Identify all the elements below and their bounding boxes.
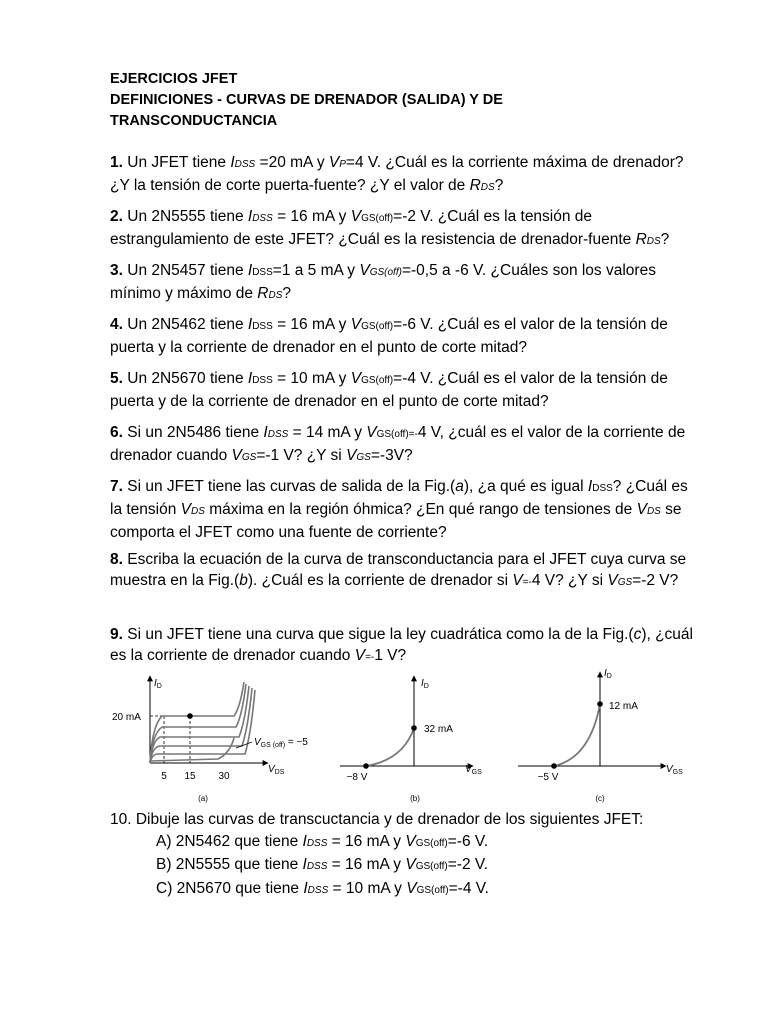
fig-b-idss-point — [411, 725, 417, 731]
question-10-item-b: B) 2N5555 que tiene IDSS = 16 mA y VGS(off)=-2 V. — [156, 856, 489, 873]
question-2: 2. Un 2N5555 tiene IDSS = 16 mA y VGS(off)=-2 V. ¿Cuál es la tensión de estrangulamiento de este JFET? ¿Cuál es la resistencia de drenador-fuente RDS? — [110, 208, 670, 248]
fig-b-caption: (b) — [410, 794, 420, 803]
question-9: 9. Si un JFET tiene una curva que sigue la ley cuadrática como la de la Fig.(c), ¿cuál es la corriente de drenador cuando V=-1 V? — [110, 626, 693, 664]
fig-a-level-label: 20 mA — [112, 712, 141, 723]
heading-title: EJERCICIOS JFET — [110, 71, 238, 87]
figure-a — [112, 676, 308, 803]
fig-c-idss-point — [597, 701, 603, 707]
heading-subtitle: DEFINICIONES - CURVAS DE DRENADOR (SALIDA) Y DE — [110, 92, 503, 108]
fig-c-x-label: $V_{GS}$ — [666, 764, 683, 776]
fig-b-x-label: $V_{GS}$ — [465, 764, 482, 776]
fig-b-cutoff-point — [363, 763, 369, 769]
heading-subtitle-cont: TRANSCONDUCTANCIA — [110, 113, 278, 129]
question-5: 5. Un 2N5670 tiene IDSS = 10 mA y VGS(off)=-4 V. ¿Cuál es el valor de la tensión de puerta y de la corriente de drenador en el punto de corte mitad? — [110, 370, 668, 410]
figures-row — [108, 668, 698, 808]
fig-a-curve-off — [150, 738, 234, 761]
fig-b-y-label: $I_D$ — [421, 678, 429, 690]
fig-b-cutoff-label: −8 V — [346, 772, 368, 783]
fig-a-curve-label: $V_{GS (off)} = -5$ — [254, 737, 308, 749]
fig-c-point-label: 12 mA — [609, 701, 638, 712]
fig-c-caption: (c) — [595, 794, 605, 803]
fig-a-y-label: $I_D$ — [154, 678, 162, 690]
question-10-item-a: A) 2N5462 que tiene IDSS = 16 mA y VGS(off)=-6 V. — [156, 832, 489, 850]
fig-a-leader — [236, 742, 252, 748]
fig-a-tick-5: 5 — [161, 771, 167, 782]
question-8: 8. Escriba la ecuación de la curva de transconductancia para el JFET cuya curva se muestra en la Fig.(b). ¿Cuál es la corriente de drenador si V=-4 V? ¿Y si VGS=-2 V? — [110, 551, 687, 589]
fig-c-y-label: $I_D$ — [604, 668, 612, 680]
fig-b-curve — [366, 728, 414, 766]
fig-a-curve-3 — [150, 686, 249, 763]
fig-a-x-label: $V_{DS}$ — [268, 764, 285, 776]
fig-a-tick-15: 15 — [184, 771, 196, 782]
fig-c-curve — [554, 704, 600, 766]
fig-a-caption: (a) — [198, 794, 208, 803]
question-6: 6. Si un 2N5486 tiene IDSS = 14 mA y VGS(off)=-4 V, ¿cuál es el valor de la corriente de drenador cuando VGS=-1 V? ¿Y si VGS=-3V? — [110, 424, 686, 464]
question-1: 1. Un JFET tiene IDSS =20 mA y VP=4 V. ¿Cuál es la corriente máxima de drenador? ¿Y la tensión de corte puerta-fuente? ¿Y el valor de RDS? — [110, 154, 684, 194]
document-heading — [110, 69, 503, 132]
question-7: 7. Si un JFET tiene las curvas de salida de la Fig.(a), ¿a qué es igual IDSS? ¿Cuál es la tensión VDS máxima en la región óhmica? ¿En qué rango de tensiones de VDS se comporta el JFET como una fuente de corriente? — [110, 478, 688, 541]
fig-a-point — [187, 713, 193, 719]
figures-svg — [108, 668, 698, 808]
question-4: 4. Un 2N5462 tiene IDSS = 16 mA y VGS(off)=-6 V. ¿Cuál es el valor de la tensión de puerta y la corriente de drenador en el punto de corte mitad? — [110, 316, 668, 356]
fig-c-cutoff-point — [551, 763, 557, 769]
figure-b — [340, 676, 482, 803]
fig-b-point-label: 32 mA — [424, 724, 453, 735]
fig-a-tick-30: 30 — [218, 771, 230, 782]
question-10 — [110, 809, 643, 901]
question-10-intro: 10. Dibuje las curvas de transcuctancia y de drenador de los siguientes JFET: — [110, 811, 644, 828]
figure-c — [518, 668, 683, 803]
question-10-item-c: C) 2N5670 que tiene IDSS = 10 mA y VGS(off)=-4 V. — [156, 879, 489, 897]
fig-c-cutoff-label: −5 V — [537, 772, 559, 783]
question-3: 3. Un 2N5457 tiene IDSS=1 a 5 mA y VGS(off)=-0,5 a -6 V. ¿Cuáles son los valores mínimo y máximo de RDS? — [110, 262, 656, 302]
